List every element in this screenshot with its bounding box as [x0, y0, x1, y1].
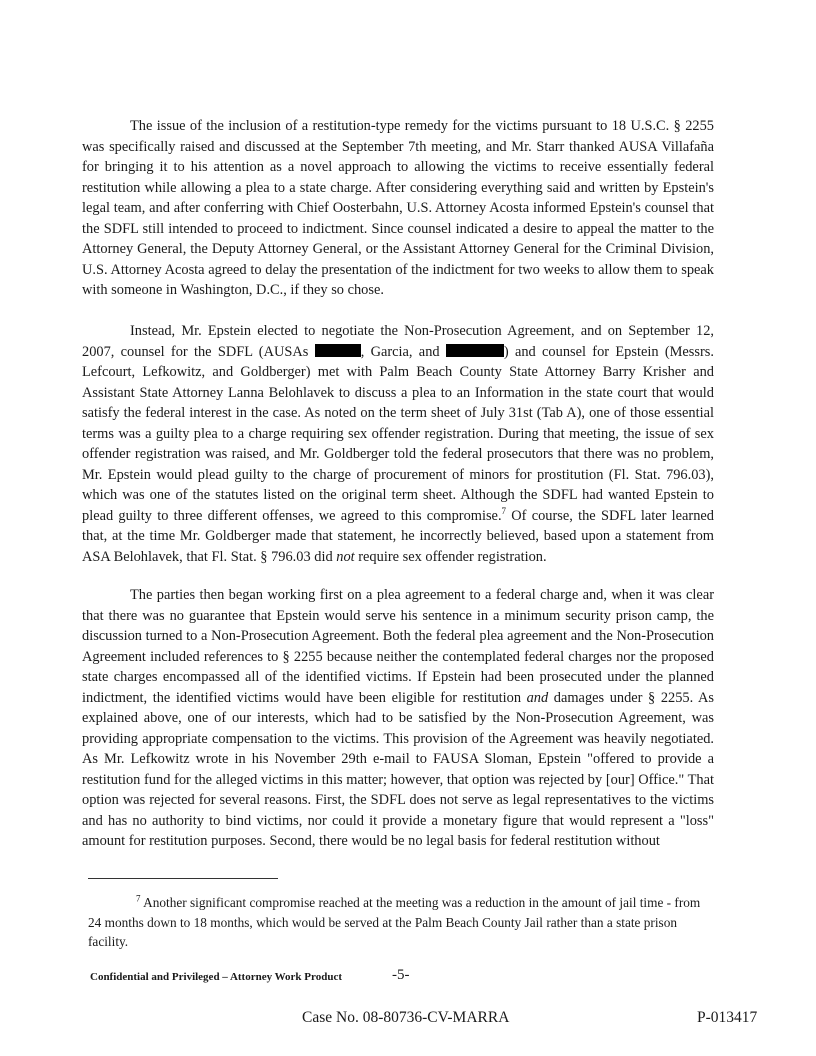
- paragraph-2-text-a: Instead, Mr. Epstein elected to negotiate the Non-Prosecution Agreement, and on September 12, 2007, counsel for the SDFL (AUSAs: [82, 323, 714, 360]
- redaction-box: [446, 344, 504, 357]
- paragraph-1-text: The issue of the inclusion of a restitution-type remedy for the victims pursuant to 18 U.S.C. § 2255 was specifically raised and discussed at the September 7th meeting, and Mr. Starr thanked AUSA Villafaña for bringing it to his attention as a novel approach to allowing the victims to receive essentially federal restitution while allowing a plea to a state charge. After considering everything said and written by Epstein's legal team, and after conferring with Chief Oosterbahn, U.S. Attorney Acosta informed Epstein's counsel that the SDFL still intended to proceed to indictment. Since counsel indicated a desire to appeal the matter to the Attorney General, the Deputy Attorney General, or the Assistant Attorney General for the Criminal Division, U.S. Attorney Acosta agreed to delay the presentation of the indictment for two weeks to allow them to speak with someone in Washington, D.C., if they so chose.: [82, 118, 714, 298]
- bates-number: P-013417: [697, 1009, 758, 1026]
- paragraph-2-text-c: ) and counsel for Epstein (Messrs. Lefcourt, Lefkowitz, and Goldberger) met with Palm Beach County State Attorney Barry Krisher and Assistant State Attorney Lanna Belohlavek to discuss a plea to an Information in the state court that would satisfy the federal interest in the case. As noted on the term sheet of July 31st (Tab A), one of those essential terms was a guilty plea to a charge requiring sex offender registration. During that meeting, the issue of sex offender registration was raised, and Mr. Goldberger told the federal prosecutors that there was no problem, Mr. Epstein would plead guilty to the charge of procurement of minors for prostitution (Fl. Stat. 796.03), which was one of the statutes listed on the original term sheet. Although the SDFL had wanted Epstein to plead guilty to three different offenses, we agreed to this compromise.: [82, 343, 714, 524]
- footnote-number: 7: [136, 893, 141, 904]
- paragraph-1: [82, 116, 714, 301]
- paragraph-3: [82, 585, 714, 852]
- redaction-box: [315, 344, 361, 357]
- footnote-divider: [88, 878, 278, 879]
- emphasis-and: and: [526, 689, 549, 706]
- case-number: Case No. 08-80736-CV-MARRA: [302, 1009, 510, 1026]
- emphasis-not: not: [336, 548, 355, 565]
- paragraph-2: [82, 321, 714, 567]
- paragraph-2-text-b: , Garcia, and: [360, 343, 440, 360]
- footnote: [88, 893, 716, 952]
- paragraph-3-text-a: The parties then began working first on a plea agreement to a federal charge and, when it was clear that there was no guarantee that Epstein would serve his sentence in a minimum security prison camp, the discussion turned to a Non-Prosecution Agreement. Both the federal plea agreement and the Non-Prosecution Agreement included references to § 2255 because neither the contemplated federal charges nor the proposed state charges encompassed all of the identified victims. If Epstein had been prosecuted under the planned indictment, the identified victims would have been eligible for restitution: [82, 587, 714, 706]
- page-number: -5-: [392, 967, 410, 983]
- footnote-text: Another significant compromise reached at the meeting was a reduction in the amount of jail time - from 24 months down to 18 months, which would be served at the Palm Beach County Jail rather than a state prison facility.: [88, 895, 701, 949]
- paragraph-2-text-e: require sex offender registration.: [358, 548, 547, 565]
- footnote-ref: 7: [501, 505, 507, 516]
- paragraph-3-text-b: damages under § 2255. As explained above, one of our interests, which had to be satisfied by the Non-Prosecution Agreement, was providing appropriate compensation to the victims. This provision of the Agreement was heavily negotiated. As Mr. Lefkowitz wrote in his November 29th e-mail to FAUSA Sloman, Epstein "offered to provide a restitution fund for the alleged victims in this matter; however, that option was rejected by [our] Office." That option was rejected for several reasons. First, the SDFL does not serve as legal representatives to the victims and has no authority to bind victims, nor could it provide a monetary figure that would represent a "loss" amount for restitution purposes. Second, there would be no legal basis for federal restitution without: [82, 689, 714, 849]
- confidential-notice: Confidential and Privileged – Attorney Work Product: [90, 971, 342, 983]
- paragraph-2-text-d: Of course, the SDFL later learned that, at the time Mr. Goldberger made that statement, he incorrectly believed, based upon a statement from ASA Belohlavek, that Fl. Stat. § 796.03 did: [82, 507, 714, 565]
